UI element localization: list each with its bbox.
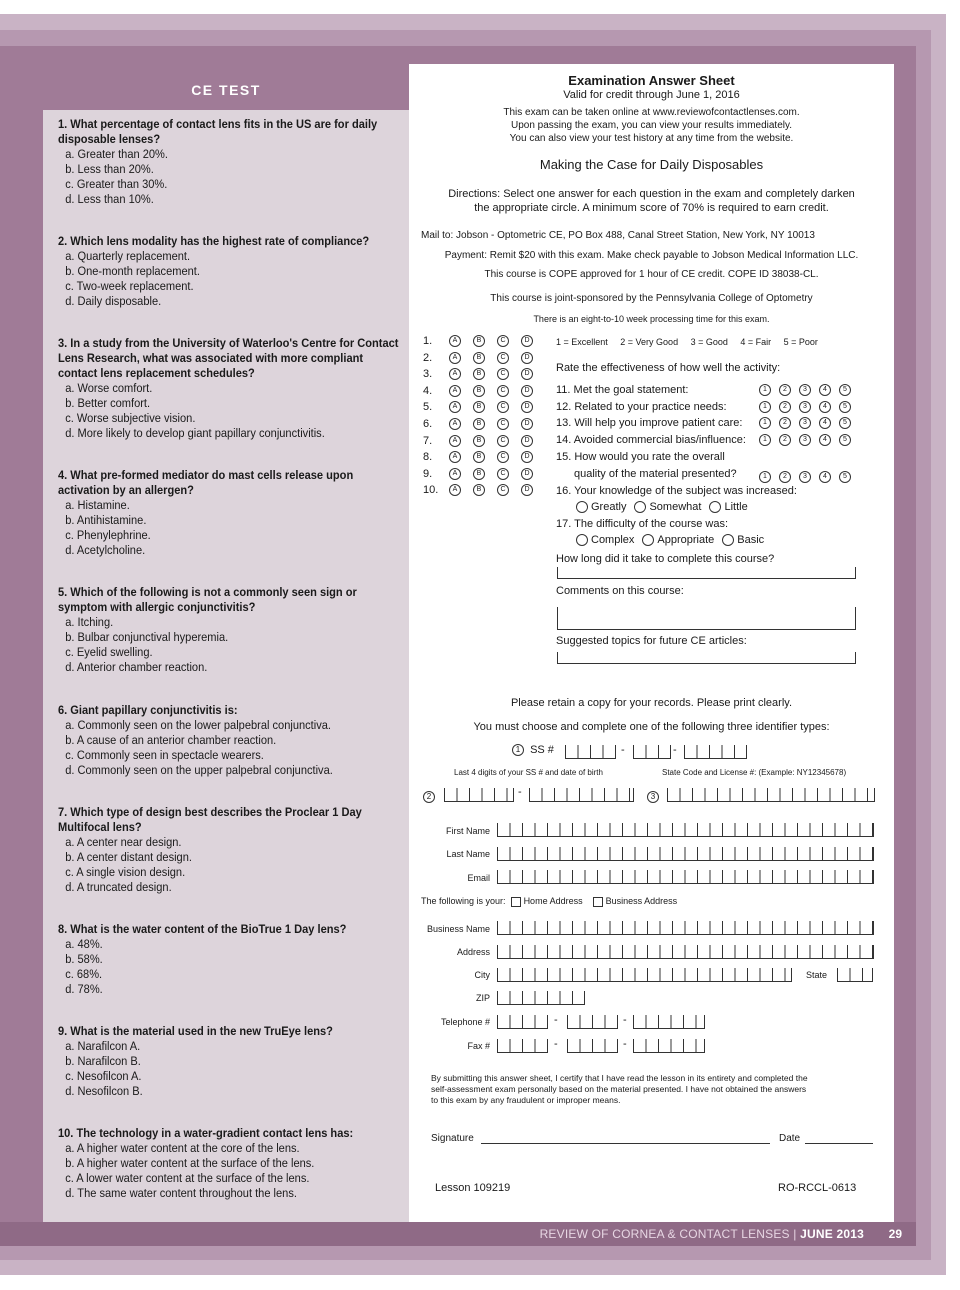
question-3 [58, 336, 403, 441]
radio-circle-icon[interactable] [709, 501, 721, 513]
birth-date-input[interactable] [529, 788, 634, 802]
q17_opts-option[interactable] [576, 534, 634, 546]
answer-bubble[interactable]: C [497, 484, 509, 496]
date-line[interactable] [805, 1143, 873, 1144]
home-address-checkbox[interactable] [511, 897, 521, 907]
question-2 [58, 234, 403, 309]
retain-copy: Please retain a copy for your records. Please print clearly. [510, 697, 793, 709]
item-rating-bubble[interactable]: 1 [759, 401, 771, 413]
radio-circle-icon[interactable] [642, 534, 654, 546]
rating-label: 13. Will help you improve patient care: [556, 417, 743, 430]
q15-scale [759, 468, 859, 486]
answer-bubble[interactable]: D [521, 468, 533, 480]
answer-bubble[interactable]: A [449, 352, 461, 364]
state-input[interactable] [837, 968, 873, 982]
fax-label: Fax # [467, 1041, 490, 1051]
rating-row [556, 417, 859, 429]
item-rating-bubble[interactable]: 2 [779, 434, 791, 446]
ss-part-3[interactable] [684, 745, 747, 759]
answer-option: c. Phenylephrine. [65, 528, 151, 542]
email-input[interactable] [497, 870, 874, 884]
city-label: City [474, 970, 490, 980]
last-name-input[interactable] [497, 847, 874, 861]
question-text: 8. What is the water content of the BioTrue 1 Day lens? [58, 922, 347, 936]
item-rating-bubble[interactable]: 4 [819, 417, 831, 429]
last4-label: Last 4 digits of your SS # and date of birth [454, 768, 603, 777]
item-rating-bubble[interactable]: 5 [839, 384, 851, 396]
question-9 [58, 1024, 403, 1099]
answer-option: a. Quarterly replacement. [65, 249, 191, 263]
question-text: 3. In a study from the University of Waterloo's Centre for Contact Lens Research, what was associated with more compliant contact lens replacement schedules? [58, 336, 399, 380]
answer-bubble[interactable]: A [449, 368, 461, 380]
answer-row [423, 352, 545, 364]
ce-test-header: CE TEST [43, 64, 409, 110]
answer-option: a. Worse comfort. [65, 381, 153, 395]
answer-bubble[interactable]: B [473, 484, 485, 496]
business-name-input[interactable] [497, 921, 874, 935]
answer-option: a. Commonly seen on the lower palpebral conjunctiva. [65, 718, 331, 732]
answer-bubble[interactable]: D [521, 385, 533, 397]
business-address-checkbox[interactable] [593, 897, 603, 907]
q17_opts-option[interactable] [722, 534, 764, 546]
rating-row [556, 434, 859, 446]
fax-line[interactable] [633, 1039, 705, 1053]
q15-rating-bubble[interactable]: 1 [759, 471, 771, 483]
comments-label: Comments on this course: [556, 585, 684, 597]
answer-bubble[interactable]: B [473, 368, 485, 380]
item-rating-bubble[interactable]: 3 [799, 401, 811, 413]
valid-through: Valid for credit through June 1, 2016 [563, 89, 740, 101]
business-address-label: Business Address [605, 896, 678, 906]
answer-bubble[interactable]: C [497, 352, 509, 364]
identifier-instructions: You must choose and complete one of the following three identifier types: [473, 721, 830, 733]
item-rating-bubble[interactable]: 5 [839, 417, 851, 429]
answer-bubble[interactable]: D [521, 335, 533, 347]
ce-test-panel [43, 64, 409, 1224]
how-long-input[interactable] [557, 567, 856, 579]
question-text: 2. Which lens modality has the highest rate of compliance? [58, 234, 370, 248]
online-line-3: You can also view your test history at any time from the website. [509, 133, 794, 144]
question-4 [58, 468, 403, 558]
q15-rating-bubble[interactable]: 4 [819, 471, 831, 483]
ss-label: SS # [530, 744, 554, 756]
item-rating-bubble[interactable]: 1 [759, 434, 771, 446]
answer-option: a. Histamine. [65, 498, 130, 512]
answer-number: 1. [423, 335, 433, 347]
id-2-marker: 2 [423, 791, 435, 803]
q15-line-2: quality of the material presented? [574, 468, 737, 480]
answer-bubble[interactable]: C [497, 335, 509, 347]
answer-number: 10. [423, 484, 439, 497]
cope-approval: This course is COPE approved for 1 hour of CE credit. COPE ID 38038-CL. [484, 269, 819, 280]
answer-option: a. Narafilcon A. [65, 1039, 141, 1053]
answer-option: c. Commonly seen in spectacle wearers. [65, 748, 264, 762]
item-rating-bubble[interactable]: 5 [839, 401, 851, 413]
answer-row [423, 451, 545, 463]
answer-bubble[interactable]: D [521, 435, 533, 447]
signature-line[interactable] [481, 1143, 770, 1144]
radio-circle-icon[interactable] [722, 534, 734, 546]
date-label: Date [779, 1133, 801, 1144]
answer-option: b. A higher water content at the surface of the lens. [65, 1156, 315, 1170]
form-code: RO-RCCL-0613 [778, 1182, 857, 1194]
certification-line-1: By submitting this answer sheet, I certify that I have read the lesson in its entirety and completed the [431, 1073, 808, 1083]
answer-number: 9. [423, 467, 433, 480]
answer-bubble[interactable]: C [497, 385, 509, 397]
answer-option: b. A cause of an anterior chamber reaction. [65, 733, 277, 747]
answer-bubble[interactable]: D [521, 451, 533, 463]
q15-rating-bubble[interactable]: 2 [779, 471, 791, 483]
id-type-1 [512, 744, 554, 756]
item-rating-bubble[interactable]: 3 [799, 434, 811, 446]
answer-option: a. A higher water content at the core of the lens. [65, 1141, 300, 1155]
payment: Payment: Remit $20 with this exam. Make check payable to Jobson Medical Information LLC. [444, 250, 859, 261]
answer-bubble[interactable]: B [473, 418, 485, 430]
address-type-row [421, 896, 677, 907]
directions-line-1: Directions: Select one answer for each question in the exam and completely darken [448, 188, 855, 200]
rating-label: 14. Avoided commercial bias/influence: [556, 433, 746, 446]
signature-label: Signature [431, 1133, 474, 1144]
first-name-input[interactable] [497, 823, 874, 837]
telephone-line[interactable] [633, 1015, 705, 1029]
mail-to: Mail to: Jobson - Optometric CE, PO Box 488, Canal Street Station, New York, NY 10013 [421, 230, 815, 241]
address-input[interactable] [497, 945, 874, 959]
telephone-prefix[interactable] [567, 1015, 618, 1029]
question-7 [58, 805, 403, 895]
answer-bubble[interactable]: A [449, 418, 461, 430]
answer-row [423, 335, 545, 347]
answer-bubble[interactable]: B [473, 401, 485, 413]
answer-row [423, 401, 545, 413]
answer-option: c. Two-week replacement. [65, 279, 194, 293]
address-label: Address [456, 947, 490, 957]
publication-name [540, 1227, 864, 1241]
radio-circle-icon[interactable] [634, 501, 646, 513]
radio-label: Complex [591, 534, 635, 546]
answer-bubble[interactable]: A [449, 335, 461, 347]
ss-dash-1: - [621, 744, 625, 756]
last-name-label: Last Name [446, 849, 490, 859]
comments-input[interactable] [557, 607, 856, 630]
answer-option: d. The same water content throughout the lens. [65, 1186, 297, 1200]
answer-option: b. Bulbar conjunctival hyperemia. [65, 630, 229, 644]
answer-bubble[interactable]: D [521, 368, 533, 380]
answer-row [423, 385, 545, 397]
radio-label: Greatly [591, 501, 627, 513]
answer-bubble[interactable]: C [497, 368, 509, 380]
answer-number: 3. [423, 368, 433, 381]
q16_opts-option[interactable] [576, 501, 626, 513]
course-title: Making the Case for Daily Disposables [539, 157, 764, 172]
rating-row [556, 384, 859, 396]
license-input[interactable] [667, 788, 875, 802]
answer-option: a. Itching. [65, 615, 114, 629]
answer-row [423, 468, 545, 480]
answer-option: d. More likely to develop giant papillary conjunctivitis. [65, 426, 325, 440]
processing-time: There is an eight-to-10 week processing time for this exam. [533, 314, 770, 324]
zip-label: ZIP [475, 993, 490, 1003]
answer-bubble[interactable]: B [473, 435, 485, 447]
answer-number: 2. [423, 351, 433, 364]
answer-row [423, 418, 545, 430]
answer-option: b. 58%. [65, 952, 103, 966]
question-text: 10. The technology in a water-gradient contact lens has: [58, 1126, 354, 1140]
telephone-label: Telephone # [440, 1017, 490, 1027]
answer-bubble[interactable]: C [497, 435, 509, 447]
state-label: State [806, 970, 828, 980]
certification [431, 1073, 891, 1106]
ss-dash-2: - [673, 744, 677, 756]
q15-rating-bubble[interactable]: 5 [839, 471, 851, 483]
fax-area[interactable] [497, 1039, 548, 1053]
rating-scale: 1 = Excellent 2 = Very Good 3 = Good 4 = Fair 5 = Poor [556, 337, 818, 347]
answer-bubble[interactable]: B [473, 468, 485, 480]
telephone-dash-1: - [554, 1014, 558, 1026]
answer-bubble[interactable]: B [473, 352, 485, 364]
radio-label: Somewhat [649, 501, 702, 513]
item-rating-bubble[interactable]: 4 [819, 384, 831, 396]
answer-option: d. 78%. [65, 982, 103, 996]
fax-dash-1: - [554, 1038, 558, 1050]
answer-option: d. A truncated design. [65, 880, 172, 894]
answer-bubble[interactable]: D [521, 352, 533, 364]
answer-option: c. A single vision design. [65, 865, 186, 879]
question-1 [58, 117, 403, 207]
question-6 [58, 703, 403, 778]
question-text: 1. What percentage of contact lens fits in the US are for daily disposable lenses? [58, 117, 378, 146]
answer-bubble[interactable]: C [497, 401, 509, 413]
city-input[interactable] [497, 968, 792, 982]
online-line-2: Upon passing the exam, you can view your results immediately. [510, 120, 793, 131]
suggested-input[interactable] [557, 652, 856, 664]
question-8 [58, 922, 403, 997]
publication-title: REVIEW OF CORNEA & CONTACT LENSES | [539, 1227, 801, 1241]
answer-bubble[interactable]: B [473, 451, 485, 463]
item-rating-bubble[interactable]: 4 [819, 434, 831, 446]
item-rating-bubble[interactable]: 2 [779, 384, 791, 396]
q15-line-1: 15. How would you rate the overall [556, 451, 725, 463]
business-name-label: Business Name [426, 924, 490, 934]
answer-option: d. Less than 10%. [65, 192, 154, 206]
id2-dash: - [518, 786, 522, 798]
how-long-label: How long did it take to complete this course? [556, 553, 775, 565]
answer-option: c. Eyelid swelling. [65, 645, 153, 659]
answer-option: d. Nesofilcon B. [65, 1084, 143, 1098]
answer-number: 5. [423, 401, 433, 414]
first-name-label: First Name [445, 826, 490, 836]
answer-bubble[interactable]: C [497, 451, 509, 463]
question-5 [58, 585, 403, 675]
q17-label: 17. The difficulty of the course was: [556, 518, 729, 530]
answer-bubble[interactable]: B [473, 335, 485, 347]
answer-option: c. A lower water content at the surface of the lens. [65, 1171, 310, 1185]
question-10 [58, 1126, 403, 1201]
answer-option: d. Daily disposable. [65, 294, 162, 308]
q17_opts-option[interactable] [642, 534, 714, 546]
answer-option: d. Anterior chamber reaction. [65, 660, 208, 674]
answer-option: b. A center distant design. [65, 850, 192, 864]
answer-option: c. Greater than 30%. [65, 177, 168, 191]
item-rating-bubble[interactable]: 4 [819, 401, 831, 413]
answer-option: b. Less than 20%. [65, 162, 154, 176]
q15-rating-bubble[interactable]: 3 [799, 471, 811, 483]
answer-bubble[interactable]: A [449, 435, 461, 447]
item-rating-bubble[interactable]: 2 [779, 417, 791, 429]
question-text: 4. What pre-formed mediator do mast cells release upon activation by an allergen? [58, 468, 354, 497]
following-label: The following is your: [421, 896, 506, 906]
rate-prompt: Rate the effectiveness of how well the activity: [556, 362, 781, 374]
rating-label: 12. Related to your practice needs: [556, 400, 727, 413]
home-address-label: Home Address [523, 896, 583, 906]
answer-row [423, 368, 545, 380]
answer-number: 6. [423, 418, 433, 430]
sheet-title: Examination Answer Sheet [568, 73, 735, 88]
fax-dash-2: - [623, 1038, 627, 1050]
question-text: 5. Which of the following is not a commonly seen sign or symptom with allergic conjunctivitis? [58, 585, 357, 614]
item-rating-bubble[interactable]: 3 [799, 384, 811, 396]
rating-label: 11. Met the goal statement: [556, 384, 689, 396]
page-footer [0, 1222, 916, 1246]
answer-bubble[interactable]: A [449, 401, 461, 413]
answer-option: a. 48%. [65, 937, 103, 951]
certification-line-3: to this exam by any fraudulent or improper means. [431, 1095, 621, 1105]
ss-part-2[interactable] [633, 745, 671, 759]
online-line-1[interactable]: This exam can be taken online at www.reviewofcontactlenses.com. [503, 107, 800, 118]
answer-bubble[interactable]: D [521, 401, 533, 413]
directions-line-2: the appropriate circle. A minimum score of 70% is required to earn credit. [474, 202, 829, 214]
item-rating-bubble[interactable]: 2 [779, 401, 791, 413]
answer-number: 4. [423, 384, 433, 397]
email-label: Email [467, 873, 490, 883]
q16-options [576, 501, 756, 513]
radio-label: Appropriate [657, 534, 715, 546]
issue-date: JUNE 2013 [800, 1227, 864, 1241]
answer-bubble[interactable]: A [449, 468, 461, 480]
lesson-number: Lesson 109219 [435, 1182, 511, 1194]
answer-bubble[interactable]: C [497, 468, 509, 480]
radio-circle-icon[interactable] [576, 501, 588, 513]
answer-option: c. 68%. [65, 967, 103, 981]
telephone-dash-2: - [623, 1014, 627, 1026]
answer-bubble[interactable]: D [521, 484, 533, 496]
license-label: State Code and License #: (Example: NY12345678) [662, 768, 847, 777]
answer-number: 8. [423, 451, 433, 464]
certification-line-2: self-assessment exam personally based on the material presented. I have not obtained the answers [431, 1084, 807, 1094]
fax-prefix[interactable] [567, 1039, 618, 1053]
item-rating-bubble[interactable]: 3 [799, 417, 811, 429]
answer-option: c. Nesofilcon A. [65, 1069, 142, 1083]
last4-ss-input[interactable] [444, 788, 514, 802]
answer-option: b. Antihistamine. [65, 513, 147, 527]
rating-row [556, 401, 859, 413]
answer-row [423, 484, 545, 496]
answer-bubble[interactable]: C [497, 418, 509, 430]
answer-option: d. Acetylcholine. [65, 543, 146, 557]
answer-bubble[interactable]: D [521, 418, 533, 430]
q16_opts-option[interactable] [634, 501, 701, 513]
question-text: 6. Giant papillary conjunctivitis is: [58, 703, 238, 717]
item-rating-bubble[interactable]: 1 [759, 417, 771, 429]
answer-option: a. Greater than 20%. [65, 147, 168, 161]
answer-option: c. Worse subjective vision. [65, 411, 196, 425]
id-3-marker: 3 [647, 791, 659, 803]
answer-row [423, 435, 545, 447]
q17-options [576, 534, 772, 546]
question-text: 9. What is the material used in the new TruEye lens? [58, 1024, 333, 1038]
ss-part-1[interactable] [565, 745, 616, 759]
telephone-area[interactable] [497, 1015, 548, 1029]
answer-option: d. Commonly seen on the upper palpebral conjunctiva. [65, 763, 333, 777]
question-text: 7. Which type of design best describes the Proclear 1 Day Multifocal lens? [58, 805, 362, 834]
answer-number: 7. [423, 434, 433, 447]
answer-sheet [409, 64, 894, 1224]
radio-label: Basic [737, 534, 765, 546]
q16-label: 16. Your knowledge of the subject was increased: [556, 485, 797, 497]
suggested-label: Suggested topics for future CE articles: [556, 635, 747, 647]
answer-bubble[interactable]: A [449, 484, 461, 496]
radio-label: Little [724, 501, 748, 513]
item-rating-bubble[interactable]: 5 [839, 434, 851, 446]
page-number: 29 [888, 1227, 902, 1241]
radio-circle-icon[interactable] [576, 534, 588, 546]
answer-option: a. A center near design. [65, 835, 182, 849]
answer-option: b. One-month replacement. [65, 264, 200, 278]
id-1-marker: 1 [512, 744, 524, 756]
item-rating-bubble[interactable]: 1 [759, 384, 771, 396]
answer-option: b. Narafilcon B. [65, 1054, 141, 1068]
sponsor: This course is joint-sponsored by the Pennsylvania College of Optometry [490, 293, 813, 304]
answer-bubble[interactable]: A [449, 385, 461, 397]
answer-bubble[interactable]: A [449, 451, 461, 463]
q16_opts-option[interactable] [709, 501, 747, 513]
zip-input[interactable] [497, 991, 585, 1005]
answer-option: b. Better comfort. [65, 396, 151, 410]
answer-bubble[interactable]: B [473, 385, 485, 397]
